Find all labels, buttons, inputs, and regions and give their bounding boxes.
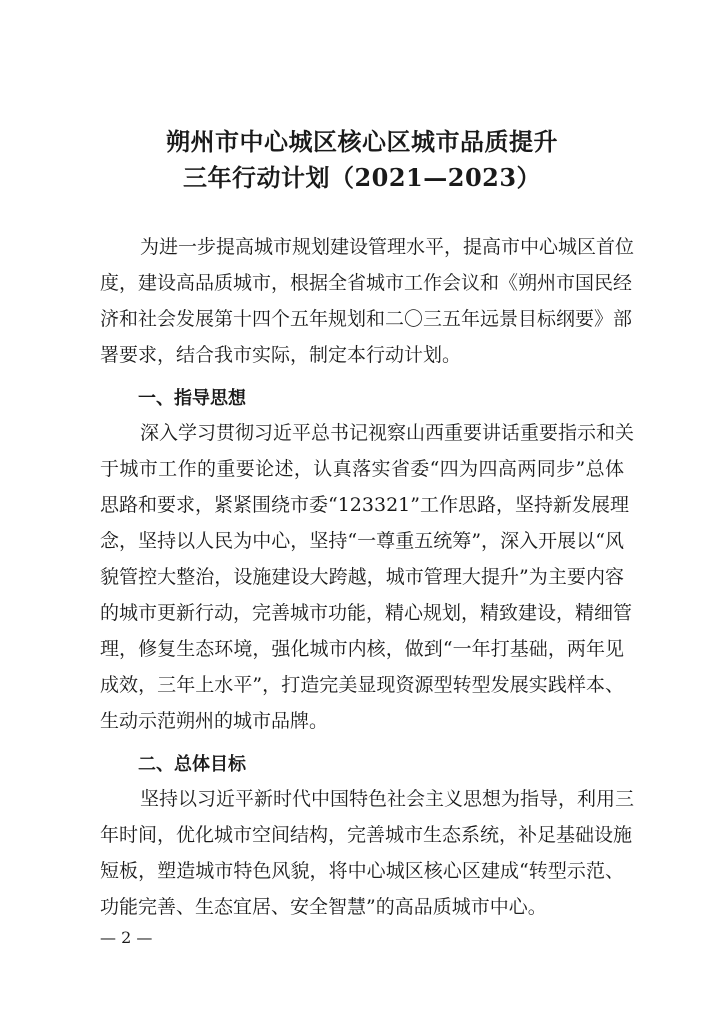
section2-line: 坚持以习近平新时代中国特色社会主义思想为指导，利用三 [140, 788, 635, 810]
section-heading-guiding-ideology: 一、指导思想 [138, 388, 246, 409]
document-title-line-2: 三年行动计划（2021—2023） [182, 163, 542, 192]
section1-line: 理，修复生态环境，强化城市内核，做到“一年打基础，两年见 [100, 638, 624, 660]
section1-line: 生动示范朔州的城市品牌。 [100, 710, 329, 732]
document-title-line-1: 朔州市中心城区核心区城市品质提升 [166, 127, 558, 156]
section2-line: 短板，塑造城市特色风貌，将中心城区核心区建成“转型示范、 [100, 860, 624, 882]
section-heading-overall-goals: 二、总体目标 [138, 754, 246, 775]
section1-line: 于城市工作的重要论述，认真落实省委“四为四高两同步”总体 [100, 458, 624, 480]
section1-line: 深入学习贯彻习近平总书记视察山西重要讲话重要指示和关 [140, 422, 635, 444]
section1-line: 貌管控大整治，设施建设大跨越，城市管理大提升”为主要内容 [100, 566, 624, 588]
section2-line: 功能完善、生态宜居、安全智慧”的高品质城市中心。 [100, 896, 547, 918]
section1-line: 的城市更新行动，完善城市功能，精心规划，精致建设，精细管 [100, 602, 633, 624]
section1-line: 念，坚持以人民为中心，坚持“一尊重五统筹”，深入开展以“风 [100, 530, 624, 552]
section2-line: 年时间，优化城市空间结构，完善城市生态系统，补足基础设施 [100, 824, 633, 846]
intro-line: 署要求，结合我市实际，制定本行动计划。 [100, 344, 462, 366]
intro-line: 济和社会发展第十四个五年规划和二〇三五年远景目标纲要》部 [100, 308, 633, 330]
section1-line: 思路和要求，紧紧围绕市委“123321”工作思路，坚持新发展理 [100, 494, 629, 516]
section1-line: 成效，三年上水平”，打造完美显现资源型转型发展实践样本、 [100, 674, 624, 696]
page-number: — 2 — [100, 928, 153, 947]
intro-line: 为进一步提高城市规划建设管理水平，提高市中心城区首位 [140, 236, 635, 258]
intro-line: 度，建设高品质城市，根据全省城市工作会议和《朔州市国民经 [100, 272, 633, 294]
